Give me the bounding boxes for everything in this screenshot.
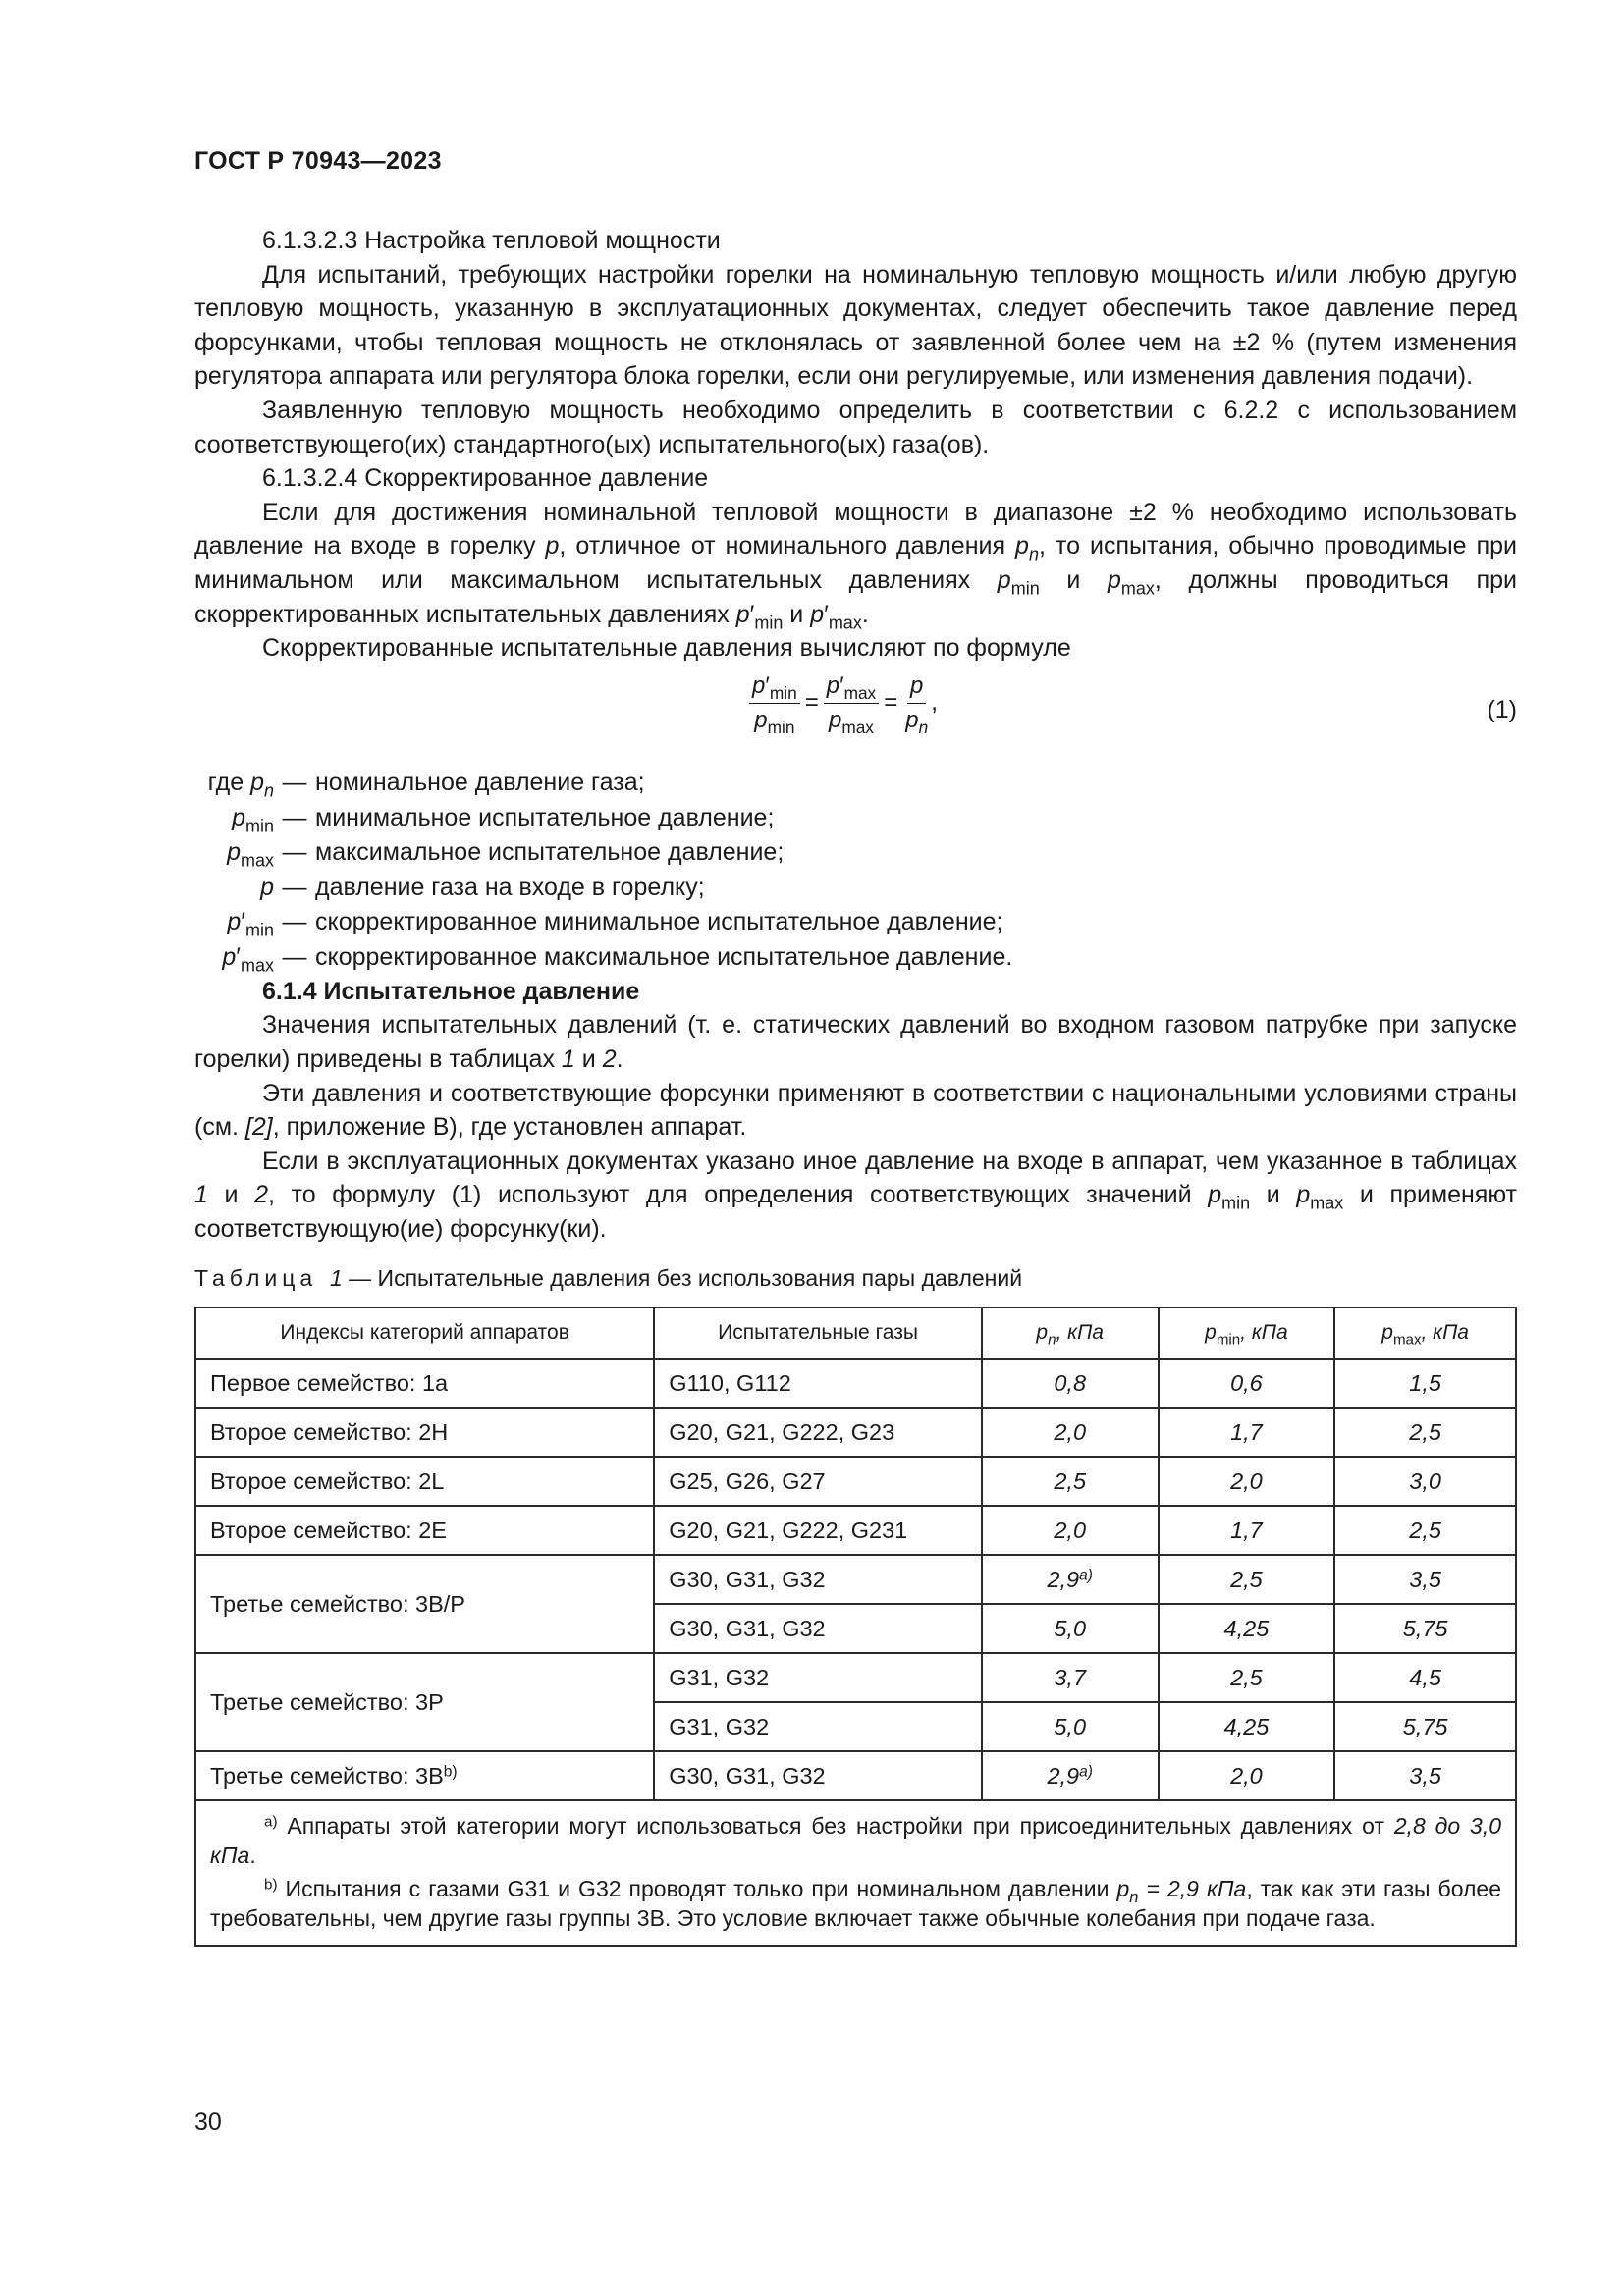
table-row: Первое семейство: 1a G110, G112 0,8 0,6 1,5 bbox=[195, 1359, 1516, 1408]
header-categories: Индексы категорий аппаратов bbox=[195, 1308, 654, 1359]
where-list bbox=[194, 766, 1517, 975]
paragraph-formula-intro: Скорректированные испытательные давления вычисляют по формуле bbox=[262, 634, 1071, 663]
table-notes bbox=[195, 1800, 1516, 1946]
table-row: Третье семейство: 3B/P G30, G31, G32 2,9$^{a)}$ 2,5 3,5 bbox=[195, 1555, 1516, 1604]
heading-6-1-3-2-3: 6.1.3.2.3 Настройка тепловой мощности bbox=[262, 227, 721, 254]
document-header: ГОСТ Р 70943—2023 bbox=[194, 147, 442, 175]
table-row: Второе семейство: 2L G25, G26, G27 2,5 2,0 3,0 bbox=[195, 1457, 1516, 1506]
table-title: Таблица 1 — Испытательные давления без использования пары давлений bbox=[194, 1265, 1023, 1292]
fraction-max: $\frac{p'_{max}}{p_{max}}$ bbox=[824, 671, 879, 735]
where-item: где $p_n$ — номинальное давление газа; bbox=[207, 769, 645, 801]
table-row: Третье семейство: $3B^{b)}$ G30, G31, G32 2,9$^{a)}$ 2,0 3,5 bbox=[195, 1751, 1516, 1800]
paragraph-power-setting: Для испытаний, требующих настройки горелки на номинальную тепловую мощность и/или любую другую тепловую мощность, указанную в эксплуатационных документах, следует обеспечить такое давление перед форсунками, чтобы тепловая мощность не отклонялась от заявленной более чем на ±2 % (путем изменения регулятора аппарата или регулятора блока горелки, если они регулируемые, или изменения давления подачи). bbox=[194, 260, 1517, 391]
table-row: Третье семейство: 3P G31, G32 3,7 2,5 4,5 bbox=[195, 1653, 1516, 1702]
test-pressure-table bbox=[194, 1307, 1517, 1947]
header-pmin: $p_{min}$, кПа bbox=[1159, 1308, 1335, 1359]
page-number: 30 bbox=[194, 2109, 222, 2136]
paragraph-declared-power: Заявленную тепловую мощность необходимо определить в соответствии с 6.2.2 с использованием соответствующего(их) стандартного(ых) испытательного(ых) газа(ов). bbox=[194, 396, 1517, 458]
note-b: $^{b)}$ Испытания с газами G31 и G32 проводят только при номинальном давлении $p_n = 2,9$ кПа, так как эти газы более требовательны, чем другие газы группы 3B. Это условие включает также обычные колебания при подаче газа. bbox=[210, 1876, 1502, 1932]
heading-6-1-3-2-4: 6.1.3.2.4 Скорректированное давление bbox=[262, 464, 709, 493]
heading-6-1-4: 6.1.4 Испытательное давление bbox=[262, 977, 640, 1005]
where-item: $p'_{max}$ — скорректированное максимальное испытательное давление. bbox=[222, 942, 1013, 975]
formula-1 bbox=[194, 669, 1517, 754]
formula-number: (1) bbox=[1487, 695, 1517, 723]
paragraph-test-pressure-values: Значения испытательных давлений (т. е. статических давлений во входном газовом патрубке при запуске горелки) приведены в таблицах 1 и 2. bbox=[194, 1011, 1517, 1073]
table-header-row bbox=[195, 1308, 1516, 1359]
where-item: p — давление газа на входе в горелку; bbox=[260, 873, 705, 901]
header-gases: Испытательные газы bbox=[654, 1308, 982, 1359]
header-pmax: $p_{max}$, кПа bbox=[1334, 1308, 1516, 1359]
fraction-min: $\frac{p'_{min}}{p_{min}}$ bbox=[749, 671, 800, 735]
paragraph-corrected-pressure: Если для достижения номинальной тепловой мощности в диапазоне ±2 % необходимо использовать давление на входе в горелку p, отличное от номинального давления $p_n$, то испытания, обычно проводимые при минимальном или максимальном испытательных давлениях $p_{min}$ и $p_{max}$, должны проводиться при скорректированных испытательных давлениях $p'_{min}$ и $p'_{max}$. bbox=[194, 498, 1518, 632]
note-a: $^{a)}$ Аппараты этой категории могут использоваться без настройки при присоединительных давлениях от 2,8 до 3,0 кПа. bbox=[210, 1813, 1502, 1869]
table-row: Второе семейство: 2E G20, G21, G222, G231 2,0 1,7 2,5 bbox=[195, 1506, 1516, 1555]
where-item: $p'_{min}$ — скорректированное минимальное испытательное давление; bbox=[227, 908, 1003, 940]
formula-expression: $\frac{p'_{min}}{p_{min}}$ = $\frac{p'_{max}}{p_{max}}$ = $\frac{p}{p_n}$ , bbox=[749, 671, 938, 735]
table-notes-row bbox=[195, 1800, 1516, 1946]
document-body bbox=[194, 224, 1517, 1947]
paragraph-other-pressure: Если в эксплуатационных документах указано иное давление на входе в аппарат, чем указанное в таблицах 1 и 2, то формулу (1) используют для определения соответствующих значений $p_{min}$ и $p_{max}$ и применяют соответствующую(ие) форсунку(ки). bbox=[194, 1147, 1517, 1243]
paragraph-national-conditions: Эти давления и соответствующие форсунки применяют в соответствии с национальными условиями страны (см. [2], приложение В), где установлен аппарат. bbox=[194, 1079, 1517, 1142]
header-pn: $p_n$, кПа bbox=[982, 1308, 1159, 1359]
table-row: G31, G32 5,0 4,25 5,75 bbox=[195, 1702, 1516, 1751]
where-item: $p_{min}$ — минимальное испытательное давление; bbox=[232, 803, 775, 835]
table-row: G30, G31, G32 5,0 4,25 5,75 bbox=[195, 1604, 1516, 1653]
table-row: Второе семейство: 2H G20, G21, G222, G23 2,0 1,7 2,5 bbox=[195, 1408, 1516, 1457]
fraction-nominal: $\frac{p}{p_n}$ bbox=[905, 671, 929, 737]
where-item: $p_{max}$ — максимальное испытательное давление; bbox=[227, 838, 785, 871]
